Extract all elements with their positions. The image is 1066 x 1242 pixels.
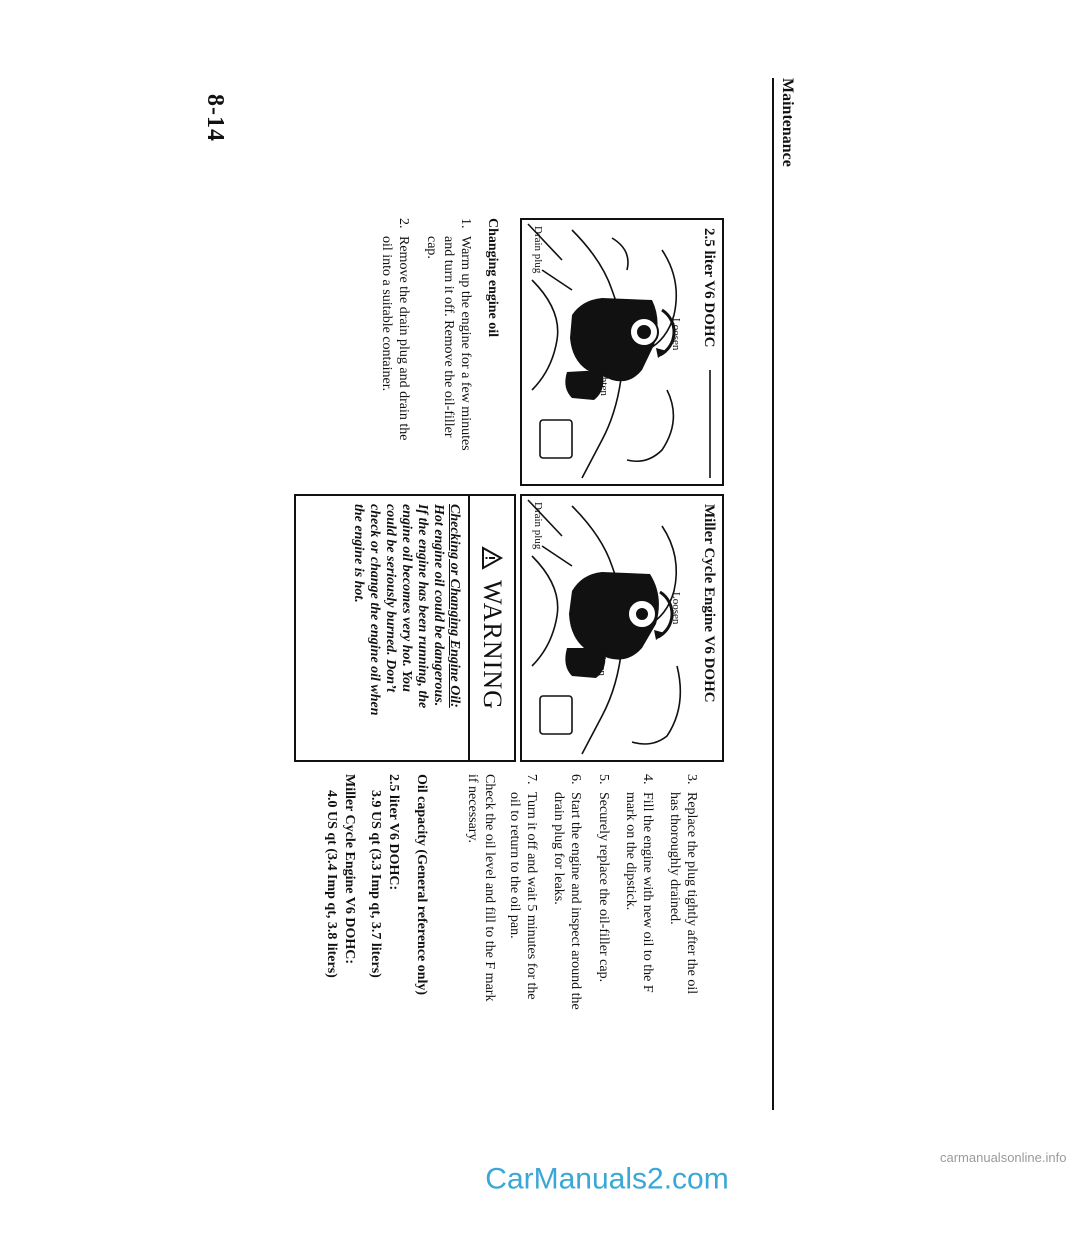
step-line: Turn it off and wait 5 minutes for the: [524, 792, 539, 1000]
step-line: cap.: [424, 236, 439, 259]
step-line: drain plug for leaks.: [551, 792, 566, 905]
warning-line: engine oil becomes very hot. You: [399, 504, 414, 692]
step-line: Start the engine and inspect around the: [568, 792, 583, 1010]
warning-line: If the engine has been running, the: [415, 504, 430, 709]
step-number: 4.: [640, 774, 655, 785]
warning-box: [294, 494, 516, 762]
callout-tighten: Tighten: [598, 362, 610, 396]
engine-illustration-icon: [522, 496, 722, 760]
warning-line: check or change the engine oil when: [367, 504, 382, 716]
section-title: Maintenance: [779, 78, 796, 167]
step-line: oil into a suitable container.: [379, 236, 394, 392]
step-line: oil to return to the oil pan.: [507, 792, 522, 939]
oil-capacity-heading: Oil capacity (General reference only): [414, 774, 429, 996]
step-number: 7.: [524, 774, 539, 785]
step-number: 2.: [396, 218, 411, 229]
watermark-carmanuals2: CarManuals2.com: [485, 1162, 729, 1196]
step-number: 6.: [568, 774, 583, 785]
oil-capacity-engine-1: 2.5 liter V6 DOHC:: [386, 774, 401, 891]
step-number: 5.: [596, 774, 611, 785]
step-3: [666, 774, 700, 994]
footer-watermark: carmanualsonline.info: [940, 1150, 1066, 1165]
figure-engine-2-5-v6: [520, 218, 724, 486]
step-line: has thoroughly drained.: [667, 792, 682, 925]
step-line: Replace the plug tightly after the oil: [684, 792, 699, 995]
step-line: Fill the engine with new oil to the F: [640, 792, 655, 993]
step-line: Remove the drain plug and drain the: [396, 236, 411, 441]
header-divider: [772, 78, 774, 1110]
warning-title: WARNING: [478, 580, 507, 710]
warning-header: [468, 496, 514, 760]
step-2: [378, 218, 412, 441]
callout-drain-plug: Drain plug: [532, 502, 544, 550]
step-line: mark on the dipstick.: [623, 792, 638, 911]
engine-illustration-icon: [522, 220, 722, 484]
figure-engine-miller-cycle: [520, 494, 724, 762]
warning-line: the engine is hot.: [351, 504, 366, 603]
step-4: [622, 774, 656, 993]
text-line: Check the oil level and fill to the F mark: [482, 774, 497, 1002]
oil-capacity-value-2: 4.0 US qt (3.4 Imp qt, 3.8 liters): [324, 790, 339, 978]
changing-oil-heading: Changing engine oil: [485, 218, 500, 338]
callout-drain-plug: Drain plug: [532, 226, 544, 274]
callout-loosen: Loosen: [670, 592, 682, 625]
step-7: [506, 774, 540, 1000]
page-number: 8-14: [202, 94, 228, 142]
text-line: if necessary.: [465, 774, 480, 844]
step-line: Warm up the engine for a few minutes: [458, 236, 473, 451]
step-line: Securely replace the oil-filler cap.: [596, 792, 611, 983]
step-1: [423, 218, 474, 451]
warning-line: could be seriously burned. Don’t: [383, 504, 398, 693]
callout-tighten: Tighten: [596, 642, 608, 676]
figure-title: Miller Cycle Engine V6 DOHC: [701, 504, 717, 703]
step-5: [595, 774, 612, 982]
warning-triangle-icon: [481, 546, 503, 570]
callout-loosen: Loosen: [670, 318, 682, 351]
step-6: [550, 774, 584, 1010]
warning-line: Hot engine oil could be dangerous.: [431, 504, 446, 707]
figure-title: 2.5 liter V6 DOHC: [701, 228, 717, 348]
step-line: and turn it off. Remove the oil-filler: [441, 236, 456, 438]
step-number: 3.: [684, 774, 699, 785]
warning-subtitle: Checking or Changing Engine Oil:: [447, 504, 462, 708]
check-oil-text: [464, 774, 498, 1001]
oil-capacity-value-1: 3.9 US qt (3.3 Imp qt, 3.7 liters): [368, 790, 383, 978]
oil-capacity-engine-2: Miller Cycle Engine V6 DOHC:: [342, 774, 357, 965]
step-number: 1.: [458, 218, 473, 229]
